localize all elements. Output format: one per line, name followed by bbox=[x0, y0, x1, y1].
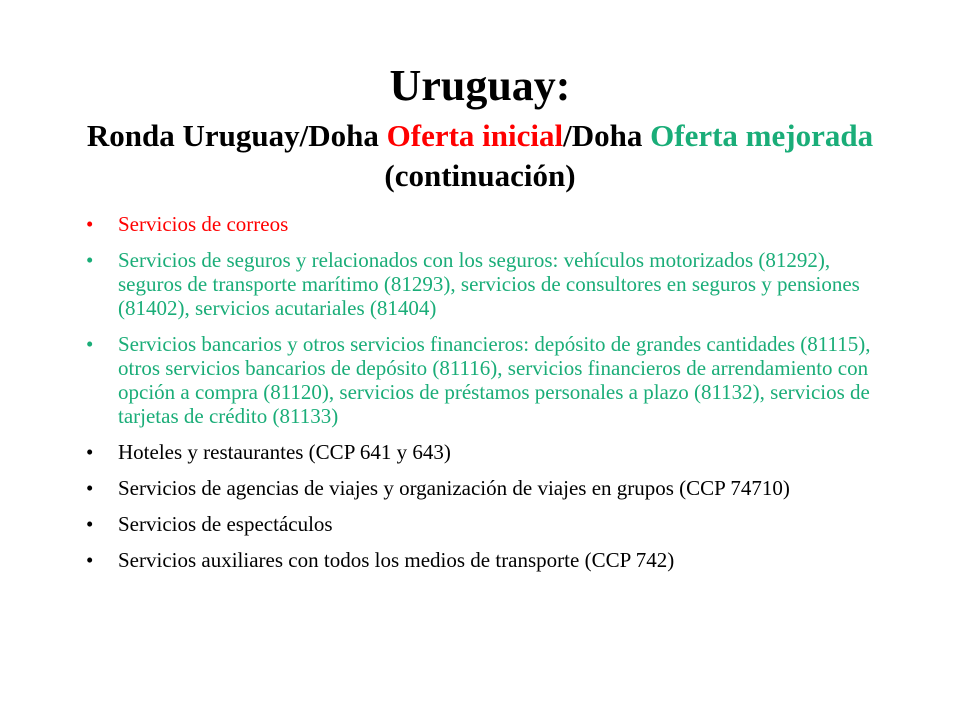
subtitle-doha: /Doha bbox=[563, 118, 651, 153]
title-subtitle bbox=[60, 116, 900, 196]
list-item bbox=[80, 476, 880, 500]
bullet-icon: • bbox=[86, 476, 94, 500]
bullet-icon: • bbox=[86, 248, 94, 272]
list-item bbox=[80, 548, 880, 572]
bullet-icon: • bbox=[86, 332, 94, 356]
list-item-text: Servicios bancarios y otros servicios financieros: depósito de grandes cantidades (81115), otros servicios bancarios de depósito (81116), servicios financieros de arrendamiento con opción a compra (81120), servicios de préstamos personales a plazo (81132), servicios de tarjetas de crédito (81133) bbox=[118, 332, 871, 428]
list-item bbox=[80, 212, 880, 236]
list-item-text: Servicios de agencias de viajes y organización de viajes en grupos (CCP 74710) bbox=[118, 476, 790, 500]
bullet-list bbox=[80, 212, 880, 584]
bullet-icon: • bbox=[86, 212, 94, 236]
bullet-icon: • bbox=[86, 512, 94, 536]
list-item-text: Servicios de seguros y relacionados con los seguros: vehículos motorizados (81292), seguros de transporte marítimo (81293), servicios de consultores en seguros y pensiones (81402), servicios acutariales (81404) bbox=[118, 248, 860, 320]
subtitle-round: Ronda Uruguay/Doha bbox=[86, 118, 387, 153]
subtitle-continuation: (continuación) bbox=[384, 158, 576, 193]
bullet-icon: • bbox=[86, 440, 94, 464]
title-main: Uruguay: bbox=[389, 61, 571, 110]
subtitle-initial-offer: Oferta inicial bbox=[386, 118, 564, 153]
list-item-text: Servicios de correos bbox=[118, 212, 289, 236]
list-item bbox=[80, 332, 880, 428]
slide-title bbox=[60, 58, 900, 196]
list-item bbox=[80, 512, 880, 536]
list-item bbox=[80, 440, 880, 464]
bullet-icon: • bbox=[86, 548, 94, 572]
list-item-text: Servicios de espectáculos bbox=[118, 512, 333, 536]
list-item-text: Servicios auxiliares con todos los medios de transporte (CCP 742) bbox=[118, 548, 675, 572]
list-item-text: Hoteles y restaurantes (CCP 641 y 643) bbox=[118, 440, 451, 464]
list-item bbox=[80, 248, 880, 320]
subtitle-improved-offer: Oferta mejorada bbox=[650, 118, 874, 153]
